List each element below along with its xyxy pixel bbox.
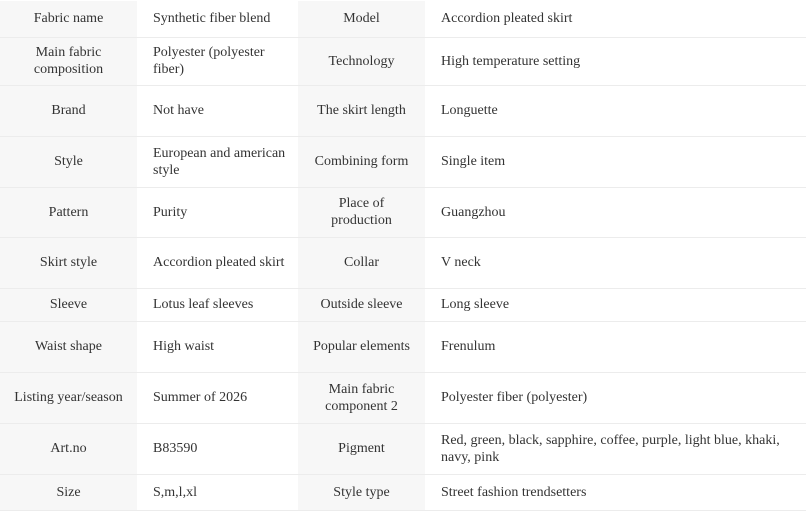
table-row [0, 187, 806, 237]
spec-label: Place of production [298, 187, 425, 237]
table-row [0, 37, 806, 85]
table-row [0, 237, 806, 288]
spec-value: V neck [425, 237, 806, 288]
spec-value: B83590 [137, 423, 298, 474]
spec-label: Combining form [298, 136, 425, 187]
table-row [0, 423, 806, 474]
spec-value: Polyester (polyester fiber) [137, 37, 298, 85]
spec-label: Fabric name [0, 1, 137, 37]
product-spec-table [0, 1, 806, 511]
spec-label: Sleeve [0, 288, 137, 321]
spec-label: Outside sleeve [298, 288, 425, 321]
spec-value: Longuette [425, 85, 806, 136]
spec-label: Pigment [298, 423, 425, 474]
spec-value: Not have [137, 85, 298, 136]
spec-label: Main fabric component 2 [298, 372, 425, 423]
spec-label: Popular elements [298, 321, 425, 372]
spec-value: Street fashion trendsetters [425, 474, 806, 510]
table-row [0, 288, 806, 321]
spec-value: Purity [137, 187, 298, 237]
spec-value: Long sleeve [425, 288, 806, 321]
spec-label: Collar [298, 237, 425, 288]
spec-value: Accordion pleated skirt [425, 1, 806, 37]
spec-label: The skirt length [298, 85, 425, 136]
table-row [0, 372, 806, 423]
spec-value: Guangzhou [425, 187, 806, 237]
spec-value: European and american style [137, 136, 298, 187]
spec-value: Single item [425, 136, 806, 187]
table-row [0, 136, 806, 187]
spec-value: Accordion pleated skirt [137, 237, 298, 288]
spec-label: Main fabric composition [0, 37, 137, 85]
spec-value: Frenulum [425, 321, 806, 372]
spec-value: Synthetic fiber blend [137, 1, 298, 37]
table-row [0, 321, 806, 372]
spec-label: Listing year/season [0, 372, 137, 423]
spec-label: Style type [298, 474, 425, 510]
spec-label: Waist shape [0, 321, 137, 372]
spec-label: Technology [298, 37, 425, 85]
table-row [0, 1, 806, 37]
spec-value: Lotus leaf sleeves [137, 288, 298, 321]
spec-label: Brand [0, 85, 137, 136]
spec-label: Art.no [0, 423, 137, 474]
spec-value: Red, green, black, sapphire, coffee, purple, light blue, khaki, navy, pink [425, 423, 806, 474]
spec-label: Size [0, 474, 137, 510]
table-row [0, 85, 806, 136]
table-row [0, 474, 806, 510]
spec-label: Style [0, 136, 137, 187]
spec-value: S,m,l,xl [137, 474, 298, 510]
spec-label: Pattern [0, 187, 137, 237]
spec-value: High temperature setting [425, 37, 806, 85]
spec-label: Skirt style [0, 237, 137, 288]
spec-value: Summer of 2026 [137, 372, 298, 423]
spec-value: Polyester fiber (polyester) [425, 372, 806, 423]
spec-value: High waist [137, 321, 298, 372]
spec-label: Model [298, 1, 425, 37]
